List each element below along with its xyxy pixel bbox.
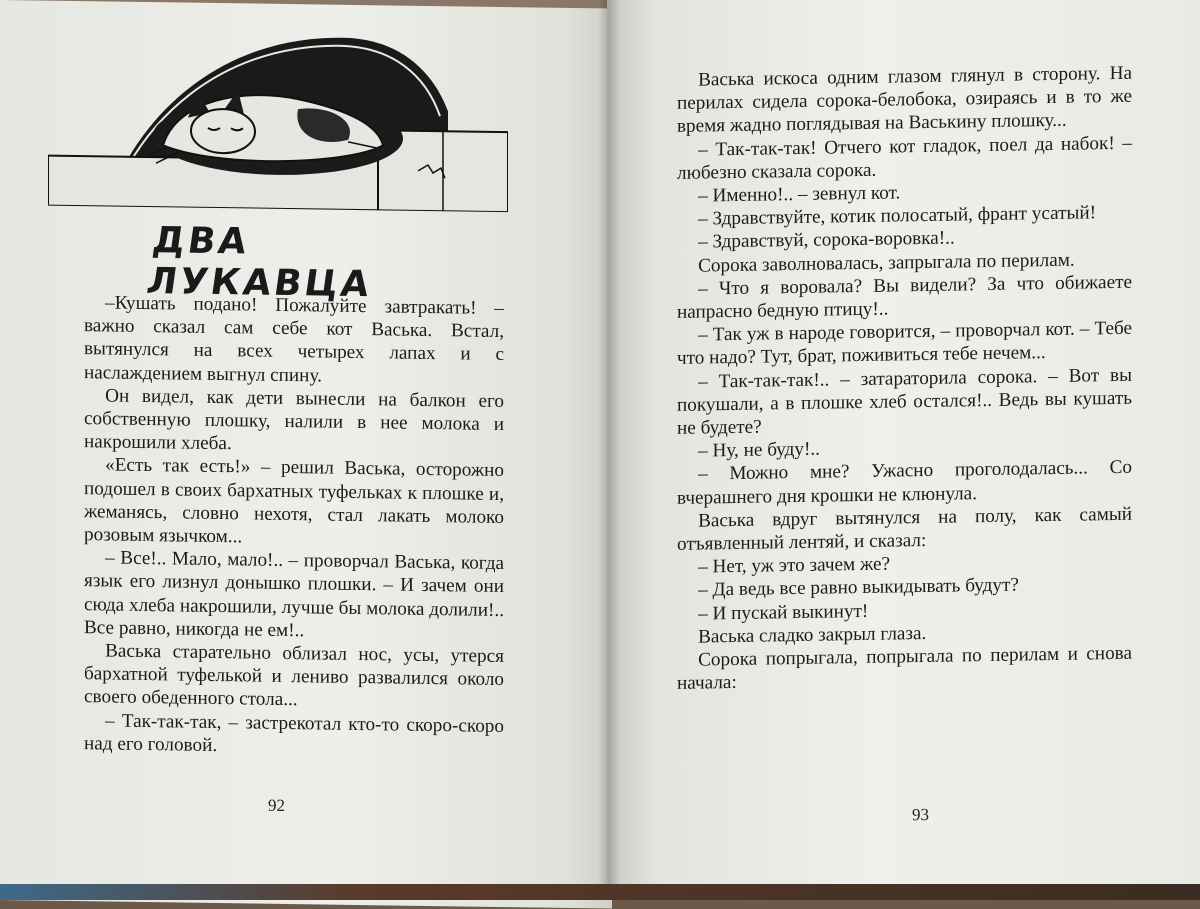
paragraph: – Да ведь все равно выкидывать будут? [698, 574, 1019, 602]
paragraph: –Кушать подано! Пожалуйте завтракать! – важно сказал сам себе кот Васька. Встал, вытянулся на всех четырех лапах и с наслаждением выгнул спину. [84, 292, 504, 387]
paragraph: – Можно мне? Ужасно проголодалась... Со вчерашнего дня крошки не клюнула. [677, 457, 1132, 509]
paragraph: – Все!.. Мало, мало!.. – проворчал Васька, когда язык его лизнул донышко плошки. – И зачем они сюда хлеба накрошили, лучше бы молока долили!.. Все равно, никогда не ем!.. [84, 547, 504, 642]
paragraph: – И пускай выкинут! [698, 600, 869, 625]
right-page [607, 0, 1200, 900]
paragraph: Он видел, как дети вынесли на балкон его собственную плошку, налили в нее молока и накрошили хлеба. [84, 385, 504, 455]
paragraph: Сорока заволновалась, запрыгала по перилам. [698, 249, 1075, 277]
paragraph: – Здравствуй, сорока-воровка!.. [698, 227, 955, 253]
paragraph: – Здравствуйте, котик полосатый, франт усатый! [698, 202, 1097, 230]
paragraph: – Так-так-так!.. – затараторила сорока. – Вот вы покушали, а в плошке хлеб остался!.. Ведь вы кушать не будете? [677, 364, 1132, 439]
book-cover-edge [0, 884, 1200, 900]
paragraph: Васька искоса одним глазом глянул в сторону. На перилах сидела сорока-белобока, озираясь и в то же время жадно поглядывая на Васькину плошку... [677, 62, 1132, 138]
paragraph: «Есть так есть!» – решил Васька, осторожно подошел в своих бархатных туфельках к плошке и, жеманясь, словно нехотя, стал лакать молоко розовым язычком... [84, 454, 504, 548]
paragraph: Васька сладко закрыл глаза. [698, 622, 927, 648]
paragraph: Васька старательно облизал нос, усы, утерся бархатной туфелькой и лениво развалился около своего обеденного стола... [84, 640, 504, 711]
paragraph: – Что я воровала? Вы видели? За что обижаете напрасно бедную птицу!.. [677, 271, 1132, 323]
paragraph: Васька вдруг вытянулся на полу, как самый отъявленный лентяй, и сказал: [677, 503, 1132, 555]
page-number-right: 93 [912, 804, 929, 825]
left-page-text [84, 291, 504, 761]
chapter-title: ДВА ЛУКАВЦА [144, 220, 375, 306]
paragraph: – Так-так-так, – застрекотал кто-то скоро-скоро над его головой. [84, 710, 504, 756]
paragraph: – Ну, не буду!.. [698, 438, 820, 462]
paragraph: – Именно!.. – зевнул кот. [698, 182, 901, 207]
page-number-left: 92 [268, 795, 285, 815]
book-gutter [598, 0, 620, 900]
right-page-text [677, 62, 1132, 696]
paragraph: – Так уж в народе говорится, – проворчал кот. – Тебе что надо? Тут, брат, поживиться тебе нечем... [677, 317, 1132, 370]
sleeping-cat-illustration [48, 26, 508, 212]
paragraph: – Нет, уж это зачем же? [698, 553, 891, 578]
paragraph: Сорока попрыгала, попрыгала по перилам и снова начала: [677, 642, 1132, 695]
paragraph: – Так-так-так! Отчего кот гладок, поел да набок! – любезно сказала сорока. [677, 132, 1132, 184]
